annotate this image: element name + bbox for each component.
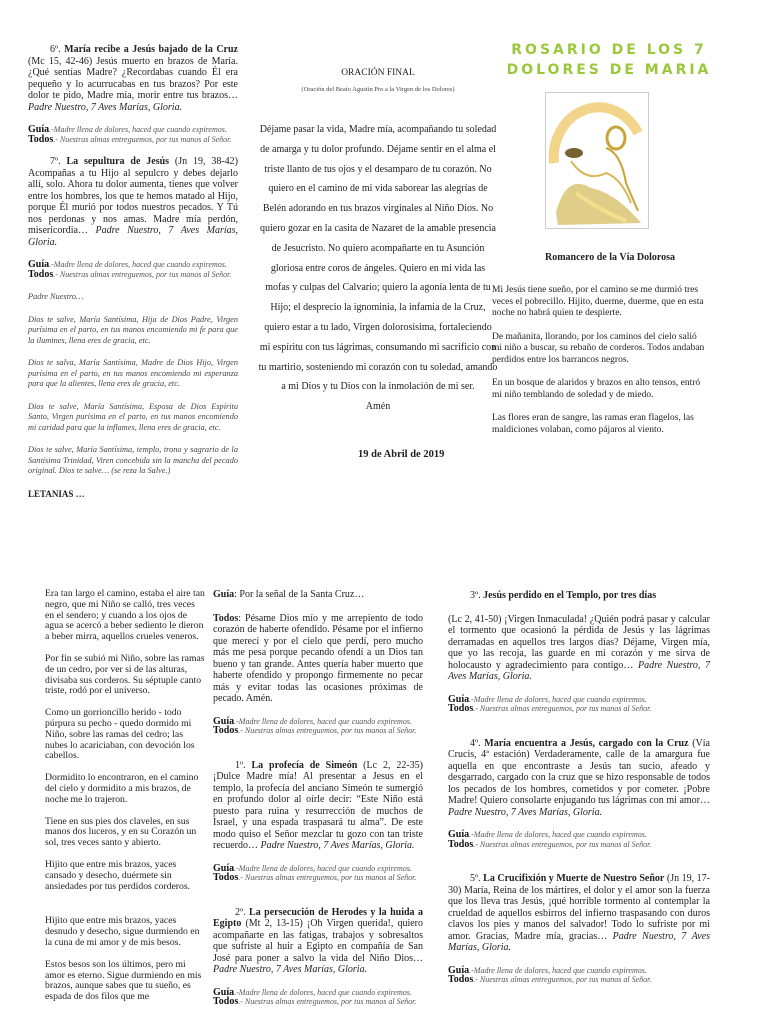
todos-label: Todos — [213, 872, 239, 883]
stanza: Como un gorrioncillo herido - todo púrpura su pecho - quedo dormido mi Niño, sobre las ramas del cedro; las nubes lo acariciaban, con devoción los cabellos. — [45, 707, 195, 762]
mystery-tail: Padre Nuestro, 7 Aves Marías, Gloria. — [213, 964, 368, 975]
mystery-body: (Lc 2, 22-35) ¡Dulce Madre mía! Al presentar a Jesus en el templo, la profecía del anciano Simeón te sumergió en profundo dolor al oírle decir: “Este Niño está puesto para ruina y resurrección de muchos de Israel, y una espada traspasará tu alma”. De este modo quiso el Señor mezclar tu gozo con tan triste recuerdo… — [213, 759, 423, 851]
response — [448, 695, 710, 714]
response — [28, 125, 238, 144]
mystery-7 — [28, 156, 238, 248]
mystery-number: 6º. — [50, 44, 65, 55]
mystery-5 — [448, 873, 710, 954]
todos-label: Todos — [448, 974, 474, 985]
stanza: Tiene en sus pies dos claveles, en sus manos dos luceros, y en su Corazón un sol, tres veces santo y abierto. — [45, 815, 197, 849]
document-title — [498, 40, 720, 80]
response — [213, 988, 423, 1007]
mystery-title: La Crucifixión y Muerte de Nuestro Señor — [483, 873, 665, 884]
mystery-body: (Mc 15, 42-46) Jesús muerto en brazos de María. ¿Qué sentías Madre? ¿Recordabas cuando Él era pequeño y lo acurrucabas en tus brazos? Por este dolor te pido, Madre mía, morir entre tus brazos… — [28, 55, 238, 101]
guia-text: .-Madre llena de dolores, haced que cuando expiremos. — [234, 716, 412, 726]
mystery-body: (Jn 19, 17-30) María, Reina de los mártires, el dolor y el amor son la fuerza que los lleva tras Jesús, ¡qué horrible tormento al contemplar la crueldad de aquellos esbirros del infierno traspasando con duros clavos los pies y manos del salvador! Todo lo sufriste por mi amor. Gracias, Madre mía, gracias… — [448, 873, 711, 942]
mystery-body: (Lc 2, 41-50) ¡Virgen Inmaculada! ¿Quién podrá pasar y calcular el tormento que ocasionó la pérdida de Jesús y las lágrimas derramadas en aquellos tres largos días? Déjame, Virgen mía, que yo las recoja, las guarde en mi corazón y me sirva de holocausto y agradecimiento para contigo… — [448, 613, 710, 671]
stanza: De mañanita, llorando, por los caminos del cielo salió mi niño a buscar, su rebaño de corderos. Todos andaban perdidos entre los barrancos negros. — [492, 331, 705, 365]
mystery-tail: Padre Nuestro, 7 Aves Marías, Gloria. — [260, 840, 415, 851]
bottom-middle-column — [213, 589, 423, 1019]
mystery-number: 1º. — [235, 759, 252, 771]
todos-text: .- Nuestras almas entreguemos, por tus manos al Señor. — [473, 839, 652, 849]
stanza: Estos besos son los últimos, pero mi amor es eterno. Sigue durmiendo en mis brazos, aunque sabes que tu sueño, es espada de dos filos que me — [45, 958, 202, 1003]
guia-text: .-Madre llena de dolores, haced que cuando expiremos. — [49, 260, 227, 269]
mystery-tail: Padre Nuestro, 7 Aves Marías, Gloria. — [28, 101, 183, 113]
opening-guia-text: : Por la señal de la Santa Cruz… — [234, 589, 365, 600]
todos-label: Todos — [213, 725, 239, 736]
stanza: En un bosque de alaridos y brazos en alto tensos, entró mi niño temblando de soledad y de miedo. — [492, 378, 701, 400]
letanias: LETANIAS … — [28, 488, 85, 499]
amen: Amén — [365, 401, 391, 413]
todos-text: .- Nuestras almas entreguemos, por tus manos al Señor. — [238, 873, 417, 882]
guia-label: Guía — [213, 715, 235, 727]
todos-label: Todos — [213, 612, 239, 624]
mystery-4 — [448, 738, 710, 819]
mystery-3-title — [448, 590, 710, 602]
todos-label: Todos — [28, 268, 54, 280]
guia-label: Guía — [448, 693, 470, 705]
guia-label: Guía — [28, 259, 50, 270]
pieta-image-icon — [546, 93, 648, 228]
todos-text: .- Nuestras almas entreguemos, por tus manos al Señor. — [238, 997, 417, 1006]
final-prayer-subtitle: (Oración del Beato Agustín Pro a la Virgen de los Dolores) — [301, 85, 455, 93]
mystery-number: 7º. — [50, 156, 67, 167]
mystery-title: María recibe a Jesús bajado de la Cruz — [64, 44, 238, 55]
guia-text: .-Madre llena de dolores, haced que cuando expiremos. — [469, 965, 647, 975]
mystery-number: 4º. — [470, 737, 485, 749]
mystery-title: María encuentra a Jesús, cargado con la Cruz — [484, 737, 689, 749]
todos-label: Todos — [448, 838, 474, 850]
stanza: Por fin se subió mi Niño, sobre las ramas de un cedro, por ver si de las alturas, divisaba sus corderos. Su séptuple canto triste, rodó por el universo. — [45, 652, 205, 697]
prayer: Dios te salva, María Santísima, Madre de Dios Hijo, Virgen purísima en el parto, en tus manos encomiendo mi esperanza para que la alientes, llena eres de gracia, etc. — [28, 358, 238, 388]
title-line-1: ROSARIO DE LOS 7 — [511, 42, 707, 58]
mystery-body: (Jn 19, 38-42) Acompañas a tu Hijo al sepulcro y debes dejarlo allí, solo. Ahora tu dolor aumenta, tienes que volver entre los hombres, los que te hemos matado al Hijo, porque Él murió por todos nuestros pecados. Y Tú nos perdonas y nos amas. Madre mía perdón, misericordia… — [28, 156, 239, 236]
todos-text: .- Nuestras almas entreguemos, por tus manos al Señor. — [53, 134, 232, 144]
mystery-tail: Padre Nuestro, 7 Aves Marías, Gloria. — [28, 225, 239, 248]
mystery-number: 2º. — [235, 906, 250, 918]
mystery-title: La profecía de Simeón — [251, 759, 358, 771]
act-of-contrition: : Pésame Dios mío y me arrepiento de todo corazón de haberte ofendido. Pésame por el infierno que merecí y por el cielo que perdí, pero mucho más me pesa porque pecando ofendí a un Dios tan bueno y tan grande. Antes quería haber muerto que haberte ofendido y propongo firmemente no pecar más y evitar todas las ocasiones próximas de pecado. Amén. — [213, 612, 423, 704]
prayer: Dios te salve, María Santísima, Hija de Dios Padre, Virgen purísima en el parto, en tus manos encomiendo mi fe para que la ilumines, llena eres de gracia, etc. — [28, 314, 238, 345]
todos-text: .- Nuestras almas entreguemos, por tus manos al Señor. — [473, 704, 652, 713]
prayer: Dios te salve, María Santísima, templo, trono y sagrario de la Santísima Trinidad, Viren concebida sin la mancha del pecado original. Dios te salve… (se reza la Salve.) — [28, 445, 238, 475]
todos-text: .- Nuestras almas entreguemos, por tus manos al Señor. — [473, 975, 652, 984]
romancero-continued — [45, 589, 205, 1014]
stanza: Las flores eran de sangre, las ramas eran flagelos, las maldiciones volaban, como pájaros al viento. — [492, 413, 694, 435]
top-left-column — [28, 44, 238, 291]
response — [213, 717, 423, 736]
romancero-stanzas — [492, 285, 707, 448]
guia-text: .-Madre llena de dolores, haced que cuando expiremos. — [469, 830, 647, 839]
mystery-number: 5º. — [470, 873, 484, 884]
guia-text: .-Madre llena de dolores, haced que cuando expiremos. — [234, 863, 412, 873]
todos-text: .- Nuestras almas entreguemos, por tus manos al Señor. — [53, 269, 232, 279]
prayer: Dios te salve, María Santísima, Esposa de Dios Espíritu Santo, Virgen purísima en el parto, en tus manos encomiendo mi caridad para que la inflames, llena eres de gracia, etc. — [28, 401, 238, 432]
final-prayer-text: Déjame pasar la vida, Madre mía, acompañando tu soledad de amarga y tu dolor profundo. Déjame sentir en el alma el triste llanto de tus ojos y el desamparo de tu corazón. No quiero en el camino de mi vida saborear las alegrías de Belén adorando en tus brazos virginales al Niño Dios. No quiero gozar en la casita de Nazaret de la amable presencia de Jesucristo. No quiero acompañarte en tu Asunción gloriosa entre coros de ángeles. Quiero en mi vida las mofas y culpas del Calvario; quiero la agonía lenta de tu Hijo; el desprecio la ignominia, la infamia de la Cruz, quiero estar a tu lado, Virgen dolorosísima, fortaleciendo mi espíritu con tus lágrimas, consumando mi sacrificio con tu martirio, sosteniendo mi corazón con tu soledad, amando a mi Dios y tu Dios con la inmolación de mi ser. — [258, 124, 498, 393]
title-line-2: DOLORES DE MARIA — [506, 62, 712, 78]
todos-text: .- Nuestras almas entreguemos, por tus manos al Señor. — [238, 726, 417, 735]
guia-label: Guía — [448, 829, 470, 840]
stanza: Era tan largo el camino, estaba el aire tan negro, que mi Niño se calló, tres veces en el sendero; y cuando a los ojos de agua se acercó a beber sediento le dieron a beber mirra, aquellos crueles veneros. — [45, 588, 205, 643]
response — [213, 864, 423, 883]
mystery-title: La sepultura de Jesús — [66, 156, 170, 167]
mystery-tail: Padre Nuestro, 7 Aves Marías, Gloria. — [448, 659, 710, 682]
guia-text: .-Madre llena de dolores, haced que cuando expiremos. — [234, 987, 412, 997]
final-prayer-title: ORACIÓN FINAL — [341, 68, 415, 78]
mystery-title: Jesús perdido en el Templo, por tres días — [483, 590, 657, 601]
guia-text: .-Madre llena de dolores, haced que cuando expiremos. — [469, 694, 647, 704]
opening-guia — [213, 589, 423, 601]
final-prayer-header — [258, 68, 498, 95]
todos-label: Todos — [213, 996, 239, 1007]
date: 19 de Abril de 2019 — [358, 449, 445, 460]
stanza: Hijito que entre mis brazos, yaces desnudo y desecho, sigue durmiendo en la cuna de mi amor y de mis besos. — [45, 915, 200, 948]
mystery-title: La persecución de Herodes y la huida a Egipto — [213, 906, 423, 929]
guia-text: .-Madre llena de dolores, haced que cuando expiremos. — [49, 125, 227, 134]
todos-label: Todos — [28, 133, 54, 145]
prayer: Padre Nuestro… — [28, 292, 84, 301]
guia-label: Guía — [28, 124, 50, 135]
todos-label: Todos — [448, 703, 474, 714]
mystery-2 — [213, 907, 423, 976]
mystery-number: 3º. — [470, 590, 484, 601]
guia-label: Guía — [213, 986, 235, 998]
opening-todos — [213, 613, 423, 705]
stanza: Mi Jesús tiene sueño, por el camino se me durmió tres veces el pobrecillo. Hijito, duerme, duerme, que en esta noche no habrá quien te despierte. — [492, 285, 704, 318]
response — [28, 260, 238, 279]
romancero-title: Romancero de la Vía Dolorosa — [545, 252, 675, 263]
mystery-6 — [28, 44, 238, 113]
response — [448, 830, 710, 849]
prayers-list — [28, 292, 238, 500]
bottom-right-column — [448, 590, 710, 997]
guia-label: Guía — [448, 964, 470, 976]
mystery-1 — [213, 760, 423, 852]
response — [448, 966, 710, 985]
mystery-tail: Padre Nuestro, 7 Aves Marías, Gloria. — [448, 806, 603, 818]
mystery-body: (Mt 2, 13-15) ¡Oh Virgen querida!, quiero acompañarte en las fatigas, trabajos y sobresaltos que sufriste al huir a Egipto en compañía de San José para poner a salvo la vida del Niño Dios… — [213, 918, 423, 964]
final-prayer — [258, 120, 498, 417]
guia-label: Guía — [213, 589, 235, 600]
guia-label: Guía — [213, 862, 235, 874]
mystery-3 — [448, 614, 710, 683]
pieta-illustration — [545, 92, 649, 229]
stanza: Hijito que entre mis brazos, yaces cansado y desecho, duérmete sin ansiedades por tus perdidos corderos. — [45, 858, 191, 892]
mystery-tail: Padre Nuestro, 7 Aves Marías, Gloria. — [448, 930, 710, 953]
mystery-body: (Vía Crucis, 4ª estación) Verdaderamente, calle de la amargura fue aquella en que encontraste a Jesús tan sucio, afeado y desgarrado, cargado con la cruz que se hizo responsable de todos los pecados de los hombres, cometidos y por cometer. ¡Pobre Madre! Quiero consolarte enjugando tus lágrimas con mi amor… — [448, 737, 710, 806]
stanza: Dormidito lo encontraron, en el camino del cielo y dormidito a mis brazos, de noche me lo trajeron. — [45, 772, 199, 805]
